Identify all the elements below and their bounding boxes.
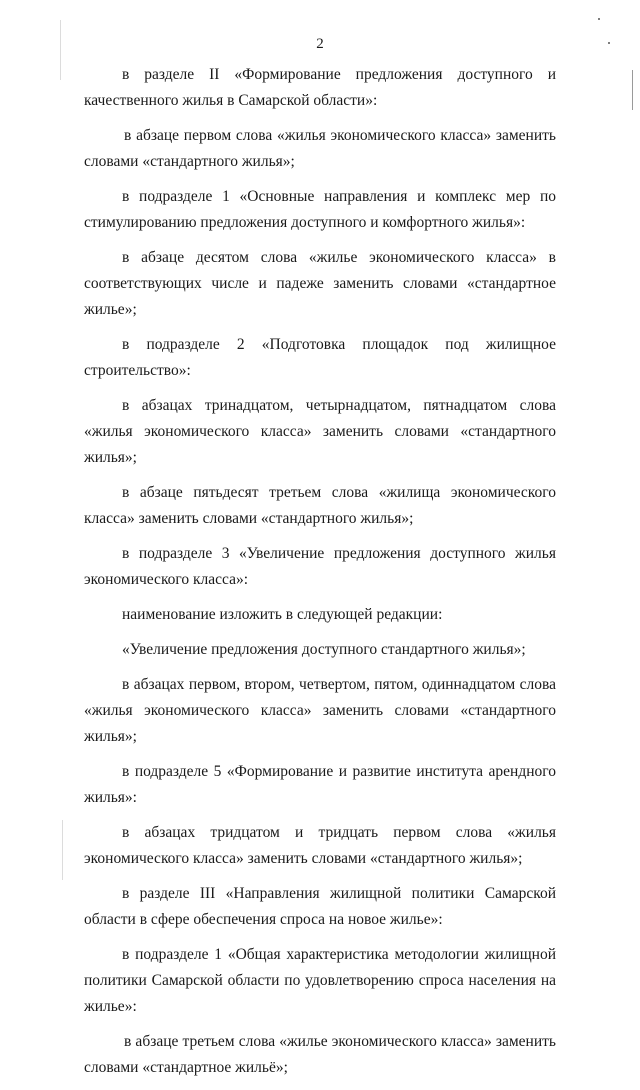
paragraph: в подразделе 3 «Увеличение предложения доступного жилья экономического класса»: [84,545,556,588]
paragraph: в подразделе 2 «Подготовка площадок под жилищное строительство»: [84,336,556,379]
paragraph: в абзацах тринадцатом, четырнадцатом, пятнадцатом слова «жилья экономического класса» заменить словами «стандартного жилья»; [84,397,556,466]
paragraph: в абзаце третьем слова «жилье экономического класса» заменить словами «стандартное жильё»; [84,1033,556,1076]
page-number: 2 [316,36,324,52]
paragraph: в подразделе 1 «Общая характеристика методологии жилищной политики Самарской области по удовлетворению спроса населения на жилье»: [84,946,556,1015]
paragraph: в абзацах тридцатом и тридцать первом слова «жилья экономического класса» заменить словами «стандартного жилья»; [84,824,556,867]
paragraph: «Увеличение предложения доступного стандартного жилья»; [122,641,526,658]
paragraph: в абзаце десятом слова «жилье экономического класса» в соответствующих числе и падеже заменить словами «стандартное жилье»; [84,249,556,318]
paragraph: в разделе III «Направления жилищной политики Самарской области в сфере обеспечения спроса на новое жилье»: [84,885,556,928]
scan-edge-mark [632,70,633,110]
scan-edge-mark [62,820,63,880]
paragraph: в абзацах первом, втором, четвертом, пятом, одиннадцатом слова «жилья экономического класса» заменить словами «стандартного жилья»; [84,676,556,745]
scan-speck [608,42,610,44]
scan-edge-mark [60,20,61,80]
scan-speck [598,18,600,20]
paragraph: наименование изложить в следующей редакции: [122,606,443,623]
paragraph: в подразделе 1 «Основные направления и комплекс мер по стимулированию предложения доступного и комфортного жилья»: [84,188,556,231]
paragraph: в абзаце пятьдесят третьем слова «жилища экономического класса» заменить словами «стандартного жилья»; [84,484,556,527]
document-body [84,62,556,1090]
paragraph: в абзаце первом слова «жилья экономического класса» заменить словами «стандартного жилья»; [84,127,556,170]
paragraph: в подразделе 5 «Формирование и развитие института арендного жилья»: [84,763,556,806]
paragraph: в разделе II «Формирование предложения доступного и качественного жилья в Самарской области»: [84,66,556,109]
